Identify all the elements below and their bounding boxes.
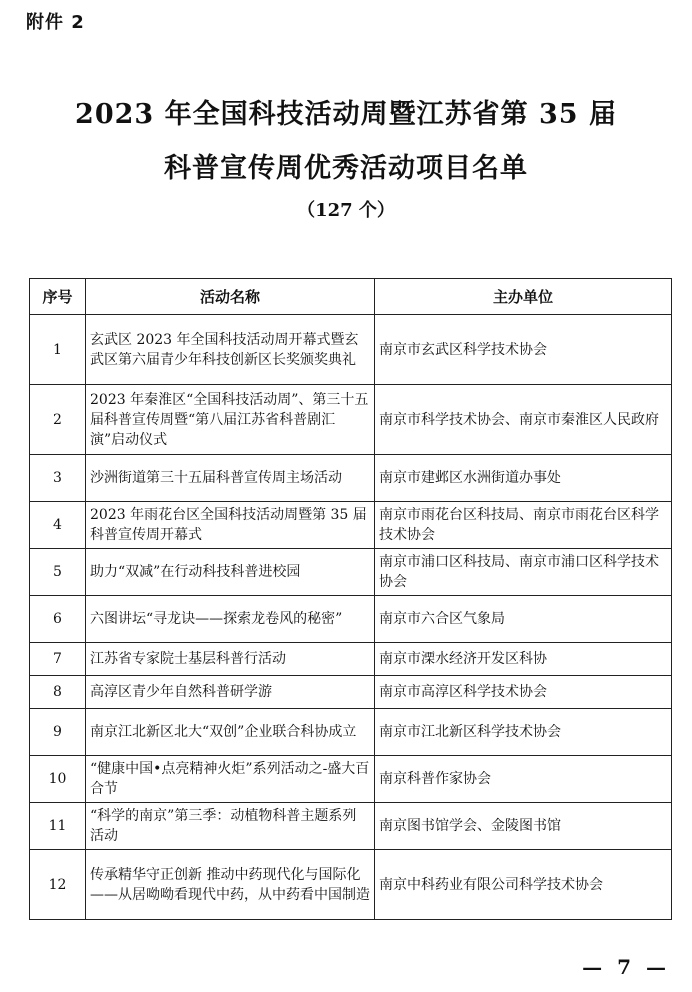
row-activity-name: 2023 年雨花台区全国科技活动周暨第 35 届科普宣传周开幕式 xyxy=(86,502,375,549)
row-organizer: 南京市科学技术协会、南京市秦淮区人民政府 xyxy=(375,385,672,455)
row-organizer: 南京图书馆学会、金陵图书馆 xyxy=(375,803,672,850)
row-activity-name: 沙洲街道第三十五届科普宣传周主场活动 xyxy=(86,455,375,502)
row-organizer: 南京中科药业有限公司科学技术协会 xyxy=(375,850,672,920)
header-index: 序号 xyxy=(30,279,86,315)
row-organizer: 南京市溧水经济开发区科协 xyxy=(375,643,672,676)
item-count: （127 个） xyxy=(297,200,395,221)
row-organizer: 南京市建邺区水洲街道办事处 xyxy=(375,455,672,502)
table-row xyxy=(30,385,672,455)
row-index: 10 xyxy=(30,756,86,803)
row-index: 6 xyxy=(30,596,86,643)
table-row xyxy=(30,803,672,850)
row-index: 8 xyxy=(30,676,86,709)
table-row xyxy=(30,455,672,502)
row-activity-name: 江苏省专家院士基层科普行活动 xyxy=(86,643,375,676)
row-index: 1 xyxy=(30,315,86,385)
row-index: 9 xyxy=(30,709,86,756)
row-activity-name: 助力“双减”在行动科技科普进校园 xyxy=(86,549,375,596)
row-activity-name: 2023 年秦淮区“全国科技活动周”、第三十五届科普宣传周暨“第八届江苏省科普剧汇演”启动仪式 xyxy=(86,385,375,455)
row-index: 12 xyxy=(30,850,86,920)
row-organizer: 南京市浦口区科技局、南京市浦口区科学技术协会 xyxy=(375,549,672,596)
row-index: 7 xyxy=(30,643,86,676)
table-row xyxy=(30,502,672,549)
page-number: — 7 — xyxy=(582,955,670,979)
row-activity-name: 南京江北新区北大“双创”企业联合科协成立 xyxy=(86,709,375,756)
row-index: 2 xyxy=(30,385,86,455)
attachment-label: 附件 2 xyxy=(26,12,85,33)
header-activity-name: 活动名称 xyxy=(86,279,375,315)
table-row xyxy=(30,596,672,643)
table-row xyxy=(30,315,672,385)
row-organizer: 南京市雨花台区科技局、南京市雨花台区科学技术协会 xyxy=(375,502,672,549)
header-organizer: 主办单位 xyxy=(375,279,672,315)
row-activity-name: 高淳区青少年自然科普研学游 xyxy=(86,676,375,709)
row-activity-name: “科学的南京”第三季：动植物科普主题系列活动 xyxy=(86,803,375,850)
row-organizer: 南京市江北新区科学技术协会 xyxy=(375,709,672,756)
row-organizer: 南京科普作家协会 xyxy=(375,756,672,803)
document-title-line-1: 2023 年全国科技活动周暨江苏省第 35 届 xyxy=(75,99,617,130)
table-row xyxy=(30,676,672,709)
table-row xyxy=(30,709,672,756)
document-title-line-2: 科普宣传周优秀活动项目名单 xyxy=(164,153,528,184)
table-row xyxy=(30,850,672,920)
row-index: 5 xyxy=(30,549,86,596)
row-index: 3 xyxy=(30,455,86,502)
row-activity-name: 传承精华守正创新 推动中药现代化与国际化——从居呦呦看现代中药，从中药看中国制造 xyxy=(86,850,375,920)
table-header-row xyxy=(30,279,672,315)
row-organizer: 南京市六合区气象局 xyxy=(375,596,672,643)
row-activity-name: “健康中国•点亮精神火炬”系列活动之-盛大百合节 xyxy=(86,756,375,803)
activity-table xyxy=(29,278,672,920)
row-index: 4 xyxy=(30,502,86,549)
table-row xyxy=(30,756,672,803)
table-row xyxy=(30,643,672,676)
row-organizer: 南京市高淳区科学技术协会 xyxy=(375,676,672,709)
row-index: 11 xyxy=(30,803,86,850)
row-organizer: 南京市玄武区科学技术协会 xyxy=(375,315,672,385)
row-activity-name: 玄武区 2023 年全国科技活动周开幕式暨玄武区第六届青少年科技创新区长奖颁奖典礼 xyxy=(86,315,375,385)
table-row xyxy=(30,549,672,596)
row-activity-name: 六图讲坛“寻龙诀——探索龙卷风的秘密” xyxy=(86,596,375,643)
